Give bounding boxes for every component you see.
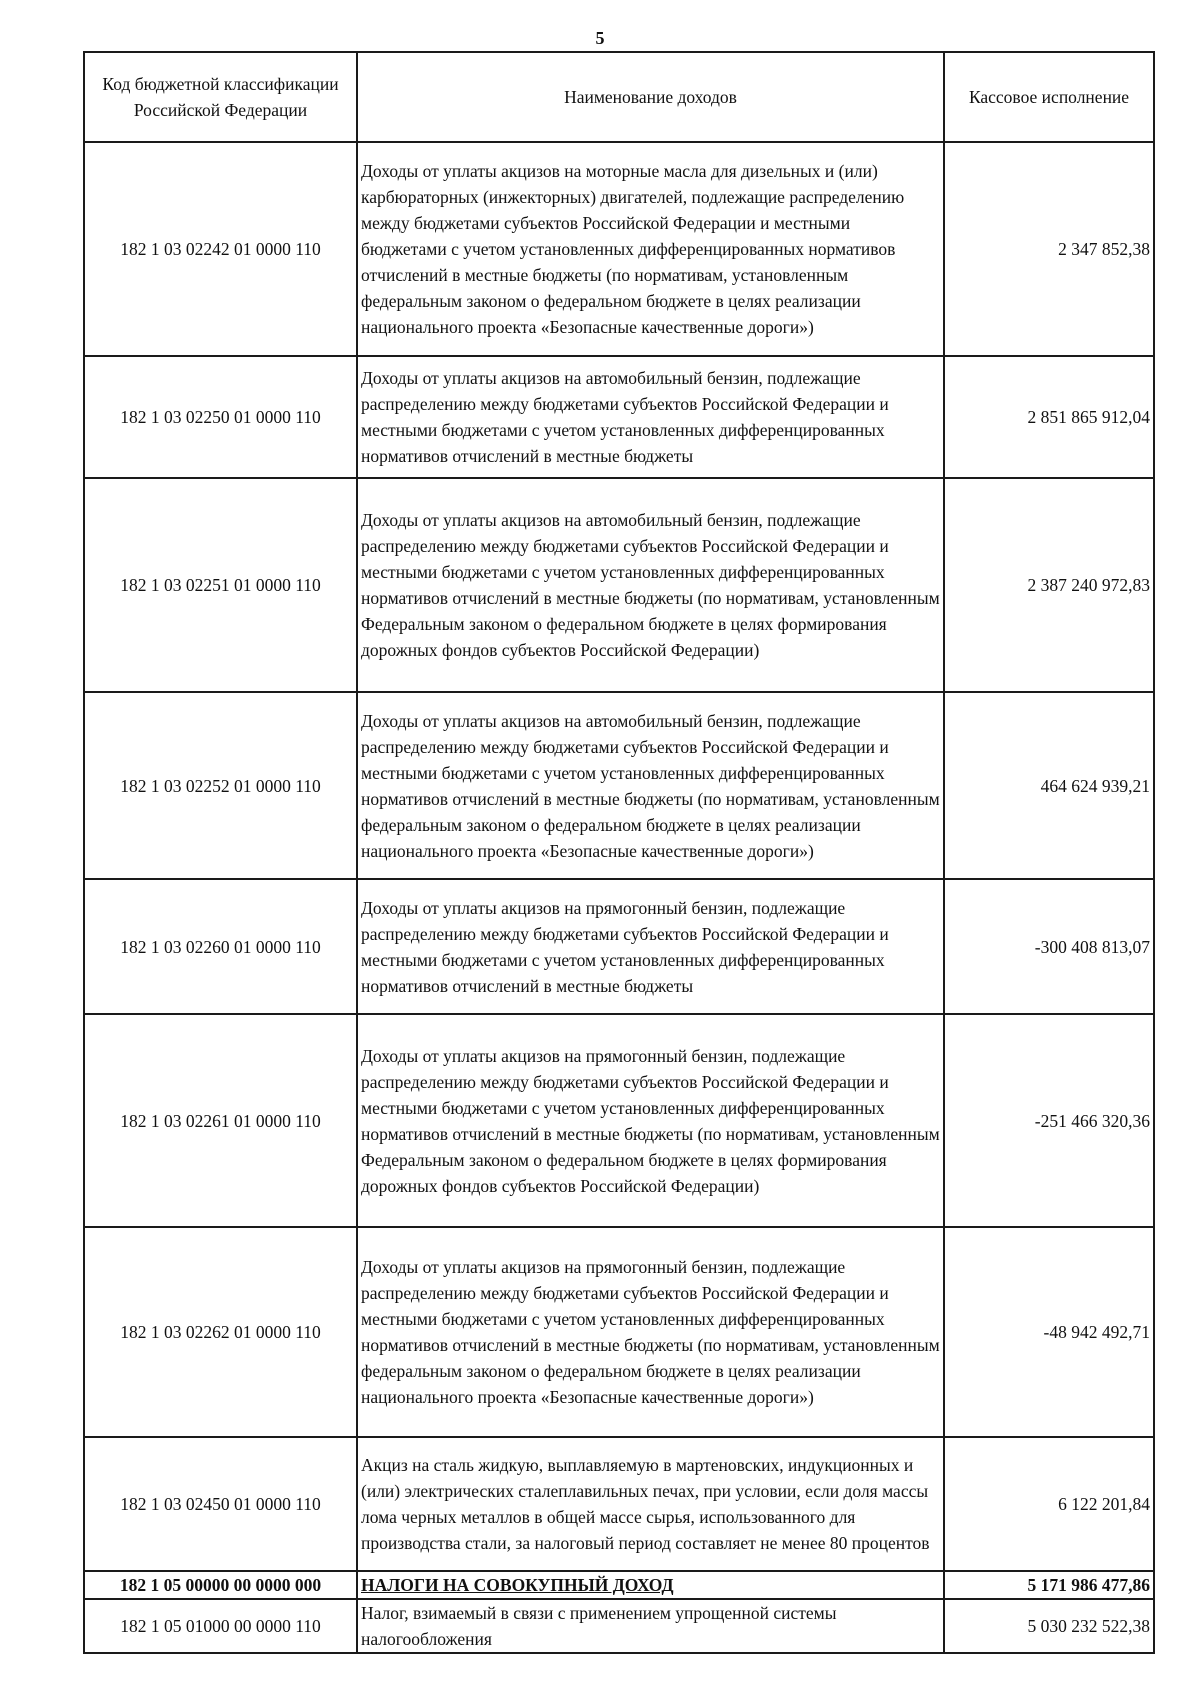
table-row — [84, 1599, 1154, 1653]
row-name: Доходы от уплаты акцизов на автомобильный бензин, подлежащие распределению между бюджетами субъектов Российской Федерации и местными бюджетами с учетом установленных дифференцированных нормативов отчислений в местные бюджеты — [357, 356, 944, 478]
row-code: 182 1 03 02450 01 0000 110 — [84, 1437, 357, 1571]
header-amount: Кассовое исполнение — [944, 52, 1154, 142]
header-code: Код бюджетной классификации Российской Федерации — [84, 52, 357, 142]
row-amount: -251 466 320,36 — [944, 1014, 1154, 1227]
row-name: Доходы от уплаты акцизов на прямогонный бензин, подлежащие распределению между бюджетами субъектов Российской Федерации и местными бюджетами с учетом установленных дифференцированных нормативов отчислений в местные бюджеты (по нормативам, установленным федеральным законом о федеральном бюджете в целях реализации национального проекта «Безопасные качественные дороги») — [357, 1227, 944, 1437]
row-name: Налог, взимаемый в связи с применением упрощенной системы налогообложения — [357, 1599, 944, 1653]
row-code: 182 1 03 02252 01 0000 110 — [84, 692, 357, 879]
row-code: 182 1 03 02261 01 0000 110 — [84, 1014, 357, 1227]
row-amount: 5 030 232 522,38 — [944, 1599, 1154, 1653]
table-row — [84, 1437, 1154, 1571]
row-amount: 6 122 201,84 — [944, 1437, 1154, 1571]
row-amount: 2 387 240 972,83 — [944, 478, 1154, 692]
row-amount: 464 624 939,21 — [944, 692, 1154, 879]
row-name: Доходы от уплаты акцизов на прямогонный бензин, подлежащие распределению между бюджетами субъектов Российской Федерации и местными бюджетами с учетом установленных дифференцированных нормативов отчислений в местные бюджеты — [357, 879, 944, 1014]
header-row — [84, 52, 1154, 142]
row-code: 182 1 05 00000 00 0000 000 — [84, 1571, 357, 1599]
row-name: Доходы от уплаты акцизов на автомобильный бензин, подлежащие распределению между бюджетами субъектов Российской Федерации и местными бюджетами с учетом установленных дифференцированных нормативов отчислений в местные бюджеты (по нормативам, установленным федеральным законом о федеральном бюджете в целях реализации национального проекта «Безопасные качественные дороги») — [357, 692, 944, 879]
row-code: 182 1 03 02262 01 0000 110 — [84, 1227, 357, 1437]
row-name: НАЛОГИ НА СОВОКУПНЫЙ ДОХОД — [357, 1571, 944, 1599]
row-amount: 5 171 986 477,86 — [944, 1571, 1154, 1599]
row-code: 182 1 03 02251 01 0000 110 — [84, 478, 357, 692]
row-amount: -300 408 813,07 — [944, 879, 1154, 1014]
row-name: Акциз на сталь жидкую, выплавляемую в мартеновских, индукционных и (или) электрических сталеплавильных печах, при условии, если доля массы лома черных металлов в общей массе сырья, использованного для производства стали, за налоговый период составляет не менее 80 процентов — [357, 1437, 944, 1571]
table-row — [84, 692, 1154, 879]
table-header — [84, 52, 1154, 142]
row-code: 182 1 03 02260 01 0000 110 — [84, 879, 357, 1014]
header-name: Наименование доходов — [357, 52, 944, 142]
row-amount: 2 347 852,38 — [944, 142, 1154, 356]
row-code: 182 1 05 01000 00 0000 110 — [84, 1599, 357, 1653]
row-name: Доходы от уплаты акцизов на автомобильный бензин, подлежащие распределению между бюджетами субъектов Российской Федерации и местными бюджетами с учетом установленных дифференцированных нормативов отчислений в местные бюджеты (по нормативам, установленным Федеральным законом о федеральном бюджете в целях формирования дорожных фондов субъектов Российской Федерации) — [357, 478, 944, 692]
page-number: 5 — [595, 28, 605, 48]
table-row — [84, 1014, 1154, 1227]
row-code: 182 1 03 02250 01 0000 110 — [84, 356, 357, 478]
row-code: 182 1 03 02242 01 0000 110 — [84, 142, 357, 356]
row-amount: -48 942 492,71 — [944, 1227, 1154, 1437]
income-table — [83, 51, 1155, 1654]
table-row — [84, 1227, 1154, 1437]
table-row — [84, 478, 1154, 692]
row-amount: 2 851 865 912,04 — [944, 356, 1154, 478]
row-name: Доходы от уплаты акцизов на прямогонный бензин, подлежащие распределению между бюджетами субъектов Российской Федерации и местными бюджетами с учетом установленных дифференцированных нормативов отчислений в местные бюджеты (по нормативам, установленным Федеральным законом о федеральном бюджете в целях формирования дорожных фондов субъектов Российской Федерации) — [357, 1014, 944, 1227]
table-row — [84, 356, 1154, 478]
row-name: Доходы от уплаты акцизов на моторные масла для дизельных и (или) карбюраторных (инжекторных) двигателей, подлежащие распределению между бюджетами субъектов Российской Федерации и местными бюджетами с учетом установленных дифференцированных нормативов отчислений в местные бюджеты (по нормативам, установленным федеральным законом о федеральном бюджете в целях реализации национального проекта «Безопасные качественные дороги») — [357, 142, 944, 356]
table-row — [84, 879, 1154, 1014]
table-body — [84, 142, 1154, 1653]
table-row — [84, 142, 1154, 356]
table-row-total — [84, 1571, 1154, 1599]
